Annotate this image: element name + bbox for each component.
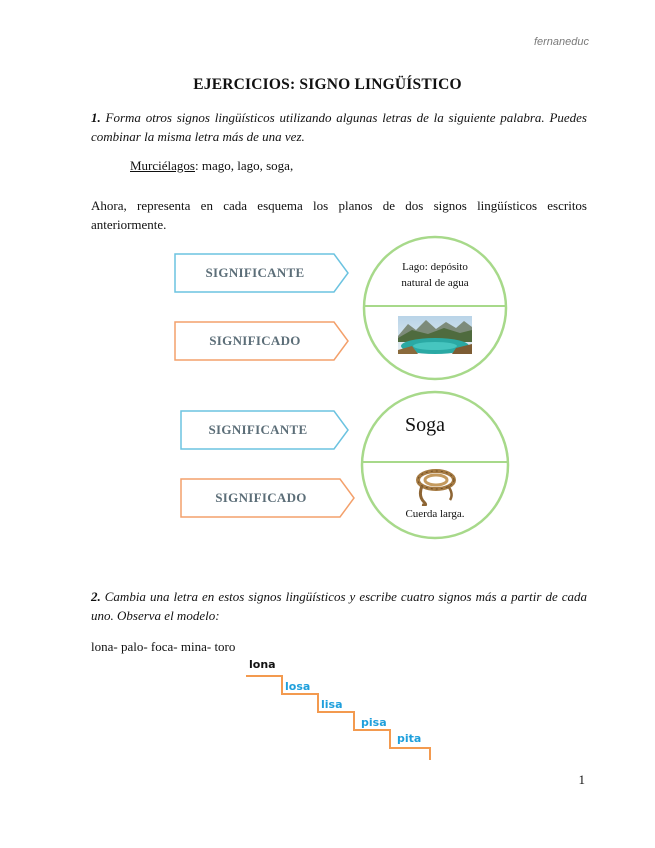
stair-word-3: lisa <box>321 698 343 711</box>
exercise2-text: Cambia una letra en estos signos lingüísticos y escribe cuatro signos más a partir de cada uno. Observa el modelo: <box>91 589 587 623</box>
circle1-def-line1: Lago: depósito <box>402 261 468 273</box>
circle2-word: Soga <box>405 414 445 436</box>
exercise1-followup: Ahora, representa en cada esquema los planos de dos signos lingüísticos escritos anteriormente. <box>91 198 587 232</box>
staircase-lines <box>240 668 440 764</box>
significante-arrow-2 <box>180 410 350 450</box>
significante-label-1: SIGNIFICANTE <box>205 265 305 280</box>
circle1-def-line2: natural de agua <box>401 277 469 289</box>
exercise2-number: 2. <box>91 589 101 604</box>
circle1-definition <box>380 259 490 291</box>
stair-word-1: lona <box>249 658 276 671</box>
significante-label-2: SIGNIFICANTE <box>208 422 308 437</box>
significado-label-2: SIGNIFICADO <box>215 490 307 505</box>
significante-arrow-1 <box>174 253 350 293</box>
rope-image <box>408 466 464 506</box>
stair-word-5: pita <box>397 732 422 745</box>
significado-arrow-2 <box>180 478 356 518</box>
exercise1-number: 1. <box>91 110 101 125</box>
circle2-definition: Cuerda larga. <box>405 508 465 520</box>
sign-circle-1 <box>360 232 510 386</box>
example-words: : mago, lago, soga, <box>194 158 294 173</box>
model-words: lona- palo- foca- mina- toro <box>91 639 236 654</box>
lake-image <box>398 316 472 354</box>
significado-arrow-1 <box>174 321 350 361</box>
source-word-line <box>130 158 293 174</box>
exercise1-instruction <box>91 108 587 146</box>
exercise1-text: Forma otros signos lingüísticos utilizando algunas letras de la siguiente palabra. Puedes combinar la misma letra más de una vez. <box>91 110 587 144</box>
stair-word-2: losa <box>285 680 311 693</box>
header-author: fernaneduc <box>533 36 589 48</box>
page-title: EJERCICIOS: SIGNO LINGÜÍSTICO <box>193 76 462 93</box>
significado-label-1: SIGNIFICADO <box>209 333 301 348</box>
stair-word-4: pisa <box>361 716 387 729</box>
source-word: Murciélagos <box>130 158 195 173</box>
exercise2-instruction <box>91 587 587 625</box>
page-number: 1 <box>578 772 585 787</box>
